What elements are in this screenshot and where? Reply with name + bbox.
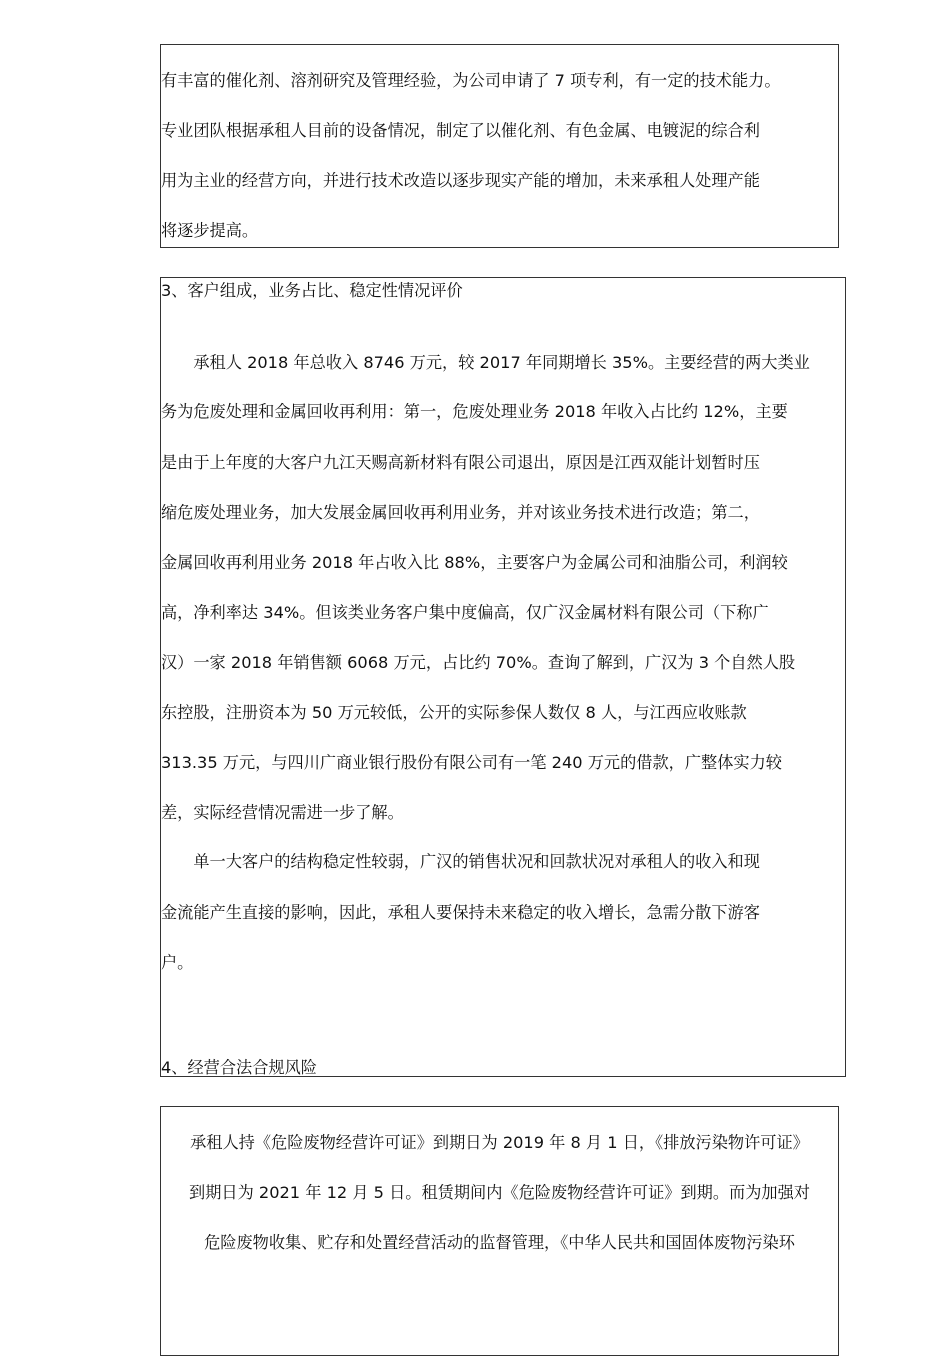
paragraph-line: 缩危废处理业务，加大发展金属回收再利用业务，并对该业务技术进行改造；第二， — [161, 503, 760, 522]
paragraph-line: 承租人 2018 年总收入 8746 万元，较 2017 年同期增长 35%。主要经营的两大类业 — [161, 353, 810, 372]
paragraph-line: 高，净利率达 34%。但该类业务客户集中度偏高，仅广汉金属材料有限公司（下称广 — [161, 603, 769, 622]
paragraph-line: 专业团队根据承租人目前的设备情况，制定了以催化剂、有色金属、电镀泥的综合利 — [161, 121, 760, 140]
paragraph-line: 金流能产生直接的影响，因此，承租人要保持未来稳定的收入增长，急需分散下游客 — [161, 903, 760, 922]
paragraph-line: 将逐步提高。 — [161, 221, 259, 240]
text-block-technical-capability — [160, 44, 839, 248]
paragraph-line: 313.35 万元，与四川广商业银行股份有限公司有一笔 240 万元的借款，广整体实力较 — [161, 753, 782, 772]
paragraph-line: 到期日为 2021 年 12 月 5 日。租赁期间内《危险废物经营许可证》到期。而为加强对 — [189, 1183, 810, 1202]
paragraph-line: 差，实际经营情况需进一步了解。 — [161, 803, 404, 822]
paragraph-line: 承租人持《危险废物经营许可证》到期日为 2019 年 8 月 1 日，《排放污染物许可证》 — [190, 1133, 809, 1152]
paragraph-line: 户。 — [161, 953, 194, 972]
text-block-license-compliance — [160, 1106, 839, 1356]
paragraph-line: 东控股，注册资本为 50 万元较低，公开的实际参保人数仅 8 人，与江西应收账款 — [161, 703, 747, 722]
paragraph-line: 是由于上年度的大客户九江天赐高新材料有限公司退出，原因是江西双能计划暂时压 — [161, 453, 760, 472]
paragraph-line: 金属回收再利用业务 2018 年占收入比 88%，主要客户为金属公司和油脂公司，利润较 — [161, 553, 788, 572]
paragraph-line: 汉）一家 2018 年销售额 6068 万元，占比约 70%。查询了解到，广汉为 3 个自然人股 — [161, 653, 796, 672]
paragraph-line: 单一大客户的结构稳定性较弱，广汉的销售状况和回款状况对承租人的收入和现 — [161, 852, 760, 871]
paragraph-line: 有丰富的催化剂、溶剂研究及管理经验，为公司申请了 7 项专利，有一定的技术能力。 — [161, 71, 781, 90]
section-heading: 3、客户组成，业务占比、稳定性情况评价 — [161, 281, 463, 300]
paragraph-line: 危险废物收集、贮存和处置经营活动的监督管理，《中华人民共和国固体废物污染环 — [204, 1233, 795, 1252]
paragraph-line: 务为危废处理和金属回收再利用：第一，危废处理业务 2018 年收入占比约 12%，主要 — [161, 402, 788, 421]
section-heading: 4、经营合法合规风险 — [161, 1058, 317, 1077]
section-customer-composition — [160, 277, 846, 1077]
paragraph-line: 用为主业的经营方向，并进行技术改造以逐步现实产能的增加，未来承租人处理产能 — [161, 171, 760, 190]
